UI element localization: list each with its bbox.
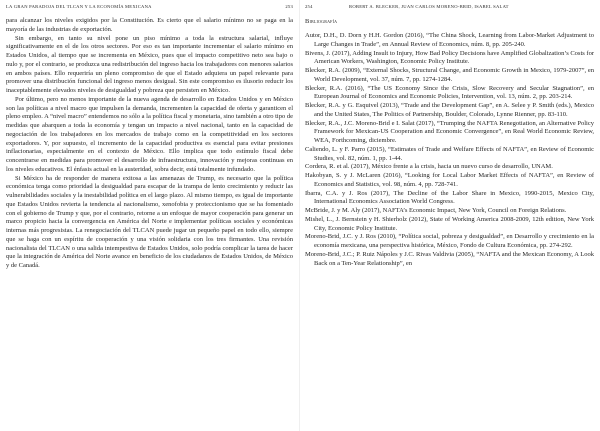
bibliography-list [305, 32, 594, 268]
bibliography-entry: Blecker, R.A. y G. Esquivel (2013), “Trade and the Development Gap”, en A. Selee y P. Smith (eds.), Mexico and the United States, The Politics of Partnership, Boulder, Colorado, Lynne Rienner, pp. 83-110. [305, 102, 594, 118]
left-body-text [6, 17, 293, 271]
bibliography-entry: Hakobyan, S. y J. McLaren (2016), “Looking for Local Labor Market Effects of NAFTA”, en Review of Economics and Statistics, vol. 98, núm. 4, pp. 728-741. [305, 172, 594, 188]
left-page [6, 0, 293, 431]
paragraph: Si México ha de responder de manera exitosa a las amenazas de Trump, es necesario que la política económica tenga como prioridad la desigualdad para escapar de la trampa de lento crecimiento y reducir las vulnerabilidades sociales y la inestabilidad política en el largo plazo. Al mismo tiempo, es igual de importante que Estados Unidos revierta la tendencia al nacionalismo, xenofobia y proteccionismo que se ha fomentado con el gobierno de Trump y que, por el contrario, retorne a un enfoque de mayor cooperación para generar un marco propicio hacia la convergencia en América del Norte e implementar políticas sociales y económicas internas más progresistas. La renegociación del TLCAN puede jugar un pequeño papel en todo ello, siempre que se haga con un espíritu de cooperación y una visión solidaria con los tres firmantes. Una revisión nacionalista del TLCAN o una salida intempestiva de Estados Unidos, solo podría complicar la tarea de hacer que la integración de América del Norte avance en beneficio de los ciudadanos de Estados Unidos, de México y de Canadá. [6, 174, 293, 269]
bibliography-entry: Cordera, R. et al. (2017), México frente a la crisis, hacia un nuevo curso de desarrollo, UNAM. [305, 163, 553, 171]
paragraph: Por último, pero no menos importante de la nueva agenda de desarrollo en Estados Unidos y en México son las políticas a nivel macro que impulsen la demanda, incrementen la capacidad de oferta y garanticen el pleno empleo. A “nivel macro” entendemos no sólo a la política fiscal y monetaria, sino también a otro tipo de medidas que abarquen a toda la economía y tengan un impacto a nivel nacional, tanto en la capacidad de negociación de los trabajadores en los mercados de trabajo como en la competitividad en los sectores exportadores. Y, por supuesto, el incremento de la capacidad productiva es esencial para evitar presiones inflacionarias, especialmente en el contexto de México. Ello implica que todo estímulo fiscal debe concentrarse en medidas para promover el desarrollo de infraestructura, innovación y mejoras continuas en los niveles educativos. El énfasis actual en la austeridad, sobra decir, está totalmente infundado. [6, 95, 293, 173]
bibliography-entry: Ibarra, C.A. y J. Ros (2017), The Decline of the Labor Share in Mexico, 1990-2015, Mexico City, International Economics Association World Congress. [305, 189, 594, 206]
right-running-title: ROBERT A. BLECKER, JUAN CARLOS MORENO-BRID, ISABEL SALAT [349, 4, 509, 9]
bibliography-entry: Moreno-Brid, J.C.; P. Ruiz Nápoles y J.C. Rivas Valdivia (2005), “NAFTA and the Mexican Economy, A Look Back on a Ten-Year Relationship”, en [305, 250, 594, 267]
bibliography-entry: Blecker, R.A. (2009), “External Shocks, Structural Change, and Economic Growth in Mexico, 1979-2007”, en World Development, vol. 37, núm. 7, pp. 1274-1284. [305, 67, 594, 83]
bibliography-entry: Blecker, R.A. (2016), “The US Economy Since the Crisis, Slow Recovery and Secular Stagnation”, en European Journal of Economics and Economic Policies, Intervention, vol. 13, núm. 2, pp. 203-214. [305, 84, 594, 101]
bibliography-heading: Bibliografía [305, 18, 338, 25]
bibliography-entry: Caliendo, L. y F. Parro (2015), “Estimates of Trade and Welfare Effects of NAFTA”, en Review of Economic Studies, vol. 82, núm. 1, pp. 1-44. [305, 145, 594, 162]
page-gutter [299, 0, 300, 431]
bibliography-entry: Blecker, R.A., J.C. Moreno-Brid e I. Salat (2017), “Trumping the NAFTA Renegotiation, an Alternative Policy Framework for Mexican-US Cooperation and Economic Convergence”, en Real World Economic Review, WEA, Forthcoming, diciembre. [305, 119, 594, 144]
bibliography-entry: Bivens, J. (2017), Adding Insult to Injury, How Bad Policy Decisions have Amplified Globalization’s Costs for American Workers, Washington, Economic Policy Institute. [305, 49, 594, 66]
bibliography-entry: McBride, J. y M. Aly (2017), NAFTA’s Economic Impact, New York, Council on Foreign Relations. [305, 207, 567, 214]
right-page-number: 254 [305, 4, 313, 9]
left-running-title: LA GRAN PARADOJA DEL TLCAN Y LA ECONOMÍA MEXICANA [6, 4, 152, 9]
paragraph: para alcanzar los niveles exigidos por la Constitución. Es cierto que el salario mínimo no se paga en la mayoría de las industrias de exportación. [6, 17, 293, 33]
paragraph: Sin embargo, en tanto su nivel pone un piso mínimo a toda la estructura salarial, influye significativamente en el de los otros sectores. Por eso es tan importante incrementar el salario mínimo en Estados Unidos, al tiempo que se incrementa en México, pues que el impacto competitivo neto sea bajo o nulo y, por el contrario, se produzca una redistribución del ingreso hacia los trabajadores con menores salarios en ambos países. Ello requeriría un pleno compromiso de que el Estado adquiera un papel relevante para promover una distribución funcional del ingreso menos desigual. Sin este compromiso es ilusorio reducir los inaceptablemente elevados niveles de desigualdad y pobreza que persisten en México. [6, 34, 293, 94]
right-running-head [305, 2, 594, 11]
bibliography-entry: Autor, D.H., D. Dorn y H.H. Gordon (2016), “The China Shock, Learning from Labor-Market Adjustment to Large Changes in Trade”, en Annual Review of Economics, núm. 8, pp. 205-240. [305, 32, 594, 48]
right-page [305, 0, 594, 431]
bibliography-entry: Moreno-Brid, J.C. y J. Ros (2010), “Política social, pobreza y desigualdad”, en Desarrollo y crecimiento en la economía mexicana, una perspectiva histórica, México, Fondo de Cultura Económica, pp. 274-292. [305, 233, 594, 249]
left-page-number: 253 [285, 4, 293, 9]
left-running-head [6, 2, 293, 11]
bibliography-entry: Mishel, L., J. Bernstein y H. Shierholz (2012), State of Working America 2008-2009, 12th edition, New York City, Economic Policy Institute. [305, 215, 594, 232]
